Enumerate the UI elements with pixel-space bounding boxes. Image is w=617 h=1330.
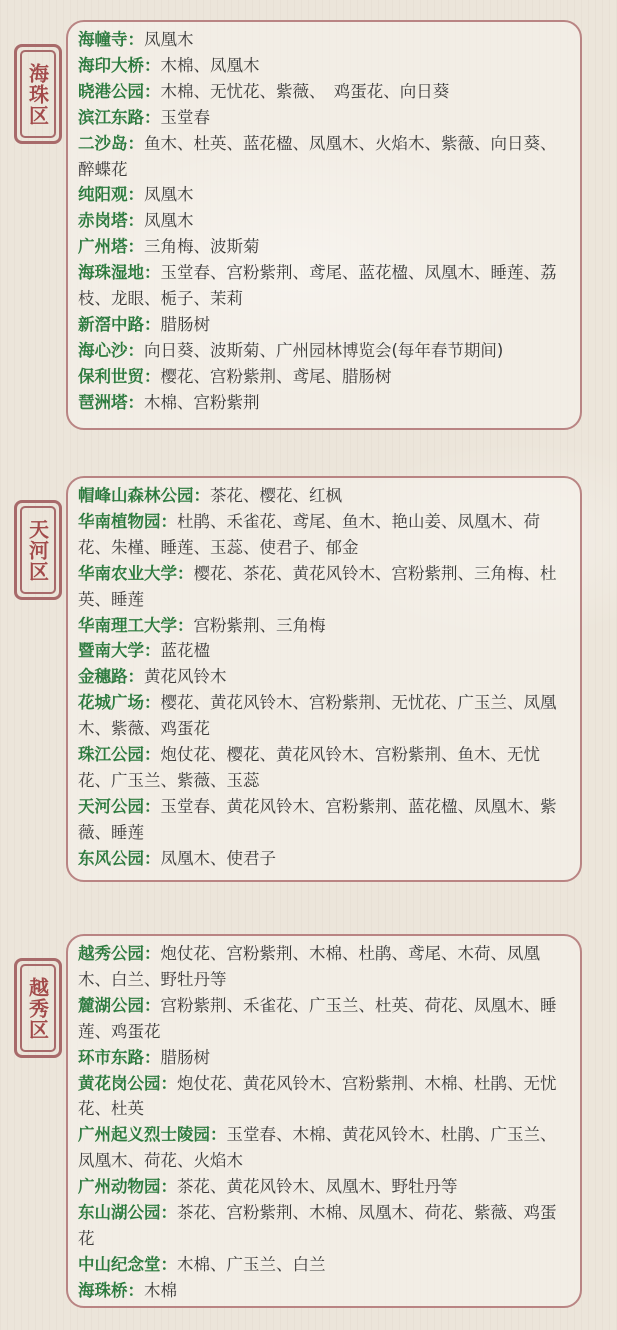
place-name: 华南植物园	[78, 511, 161, 531]
colon: ：	[127, 211, 144, 231]
place-name: 花城广场	[78, 693, 144, 713]
flower-list: 玉堂春、宫粉紫荆、鸢尾、蓝花楹、凤凰木、睡莲、荔枝、龙眼、栀子、茉莉	[78, 263, 557, 309]
list-item	[78, 182, 570, 208]
list-item	[78, 131, 570, 183]
colon: ：	[127, 1280, 144, 1300]
flower-list: 凤凰木	[144, 211, 194, 231]
list-item	[78, 638, 570, 664]
colon: ：	[127, 185, 144, 205]
place-name: 海心沙	[78, 340, 128, 360]
colon: ：	[144, 55, 161, 75]
flower-list: 茶花、黄花风铃木、凤凰木、野牡丹等	[177, 1177, 458, 1197]
colon: ：	[210, 1125, 227, 1145]
district-name: 越秀区	[20, 964, 56, 1052]
list-item	[78, 53, 570, 79]
place-name: 新滘中路	[78, 314, 144, 334]
list-item	[78, 1252, 570, 1278]
place-name: 二沙岛	[78, 133, 128, 153]
colon: ：	[144, 745, 161, 765]
district-badge	[14, 958, 62, 1058]
flower-list: 三角梅、波斯菊	[144, 237, 260, 257]
place-name: 环市东路	[78, 1047, 144, 1067]
colon: ：	[127, 340, 144, 360]
place-name: 海印大桥	[78, 55, 144, 75]
flower-list: 凤凰木	[144, 185, 194, 205]
place-name: 广州动物园	[78, 1177, 161, 1197]
flower-list: 木棉	[144, 1280, 177, 1300]
list-item	[78, 27, 570, 53]
flower-list: 腊肠树	[160, 314, 210, 334]
flower-list: 黄花风铃木	[144, 667, 227, 687]
place-name: 天河公园	[78, 796, 144, 816]
colon: ：	[193, 486, 210, 505]
colon: ：	[160, 1203, 177, 1223]
flower-list: 炮仗花、宫粉紫荆、木棉、杜鹃、鸢尾、木荷、凤凰木、白兰、野牡丹等	[78, 944, 540, 989]
place-name: 麓湖公园	[78, 995, 144, 1015]
list-item	[78, 338, 570, 364]
place-name: 赤岗塔	[78, 211, 128, 231]
list-item	[78, 941, 570, 993]
list-item	[78, 742, 570, 794]
colon: ：	[177, 615, 194, 635]
colon: ：	[177, 563, 194, 583]
list-item	[78, 208, 570, 234]
colon: ：	[144, 366, 161, 386]
flower-list: 木棉、凤凰木	[160, 55, 260, 75]
place-name: 晓港公园	[78, 81, 144, 101]
colon: ：	[144, 314, 161, 334]
flower-list: 木棉、无忧花、紫薇、 鸡蛋花、向日葵	[160, 81, 450, 101]
flower-list: 玉堂春、黄花风铃木、宫粉紫荆、蓝花楹、凤凰木、紫薇、睡莲	[78, 796, 557, 842]
list-item	[78, 690, 570, 742]
flower-list: 腊肠树	[160, 1047, 210, 1067]
flower-list: 宫粉紫荆、三角梅	[193, 615, 326, 635]
flower-list: 向日葵、波斯菊、广州园林博览会(每年春节期间)	[144, 340, 504, 360]
colon: ：	[160, 511, 177, 531]
flower-list: 樱花、黄花风铃木、宫粉紫荆、无忧花、广玉兰、凤凰木、紫薇、鸡蛋花	[78, 693, 557, 739]
flower-list: 木棉、广玉兰、白兰	[177, 1254, 326, 1274]
colon: ：	[144, 107, 161, 127]
list-item	[78, 79, 570, 105]
flower-list: 玉堂春	[160, 107, 210, 127]
colon: ：	[144, 796, 161, 816]
place-name: 暨南大学	[78, 641, 144, 661]
district-badge	[14, 44, 62, 144]
colon: ：	[144, 1047, 161, 1067]
place-name: 中山纪念堂	[78, 1254, 161, 1274]
flower-list: 蓝花楹	[160, 641, 210, 661]
place-name: 广州塔	[78, 237, 128, 257]
colon: ：	[127, 133, 144, 153]
colon: ：	[160, 1254, 177, 1274]
flower-list: 凤凰木	[144, 30, 194, 49]
place-name: 华南理工大学	[78, 615, 177, 635]
place-name: 琶洲塔	[78, 392, 128, 412]
list-item	[78, 105, 570, 131]
place-name: 金穗路	[78, 667, 128, 687]
place-name: 华南农业大学	[78, 563, 177, 583]
colon: ：	[144, 263, 161, 283]
flower-list: 樱花、茶花、黄花风铃木、宫粉紫荆、三角梅、杜英、睡莲	[78, 563, 557, 609]
flower-list: 玉堂春、木棉、黄花风铃木、杜鹃、广玉兰、凤凰木、荷花、火焰木	[78, 1125, 557, 1171]
list-item	[78, 1071, 570, 1123]
flower-list: 杜鹃、禾雀花、鸢尾、鱼木、艳山姜、凤凰木、荷花、朱槿、睡莲、玉蕊、使君子、郁金	[78, 511, 540, 557]
colon: ：	[144, 995, 161, 1015]
place-name: 广州起义烈士陵园	[78, 1125, 210, 1145]
place-name: 滨江东路	[78, 107, 144, 127]
place-name: 纯阳观	[78, 185, 128, 205]
district-card	[66, 476, 582, 882]
place-name: 越秀公园	[78, 944, 144, 963]
list-item	[78, 1174, 570, 1200]
list-item	[78, 260, 570, 312]
flower-list: 鱼木、杜英、蓝花楹、凤凰木、火焰木、紫薇、向日葵、醉蝶花	[78, 133, 557, 179]
district-card	[66, 934, 582, 1308]
list-item	[78, 613, 570, 639]
flower-list: 宫粉紫荆、禾雀花、广玉兰、杜英、荷花、凤凰木、睡莲、鸡蛋花	[78, 995, 557, 1041]
list-item	[78, 561, 570, 613]
list-item	[78, 1278, 570, 1304]
list-item	[78, 993, 570, 1045]
colon: ：	[144, 848, 161, 868]
list-item	[78, 846, 570, 872]
colon: ：	[127, 237, 144, 257]
flower-list: 炮仗花、黄花风铃木、宫粉紫荆、木棉、杜鹃、无忧花、杜英	[78, 1073, 557, 1119]
district-card	[66, 20, 582, 430]
colon: ：	[144, 81, 161, 101]
district-name: 海珠区	[20, 50, 56, 138]
flower-list: 炮仗花、樱花、黄花风铃木、宫粉紫荆、鱼木、无忧花、广玉兰、紫薇、玉蕊	[78, 745, 540, 790]
list-item	[78, 794, 570, 846]
place-name: 东风公园	[78, 848, 144, 868]
place-name: 保利世贸	[78, 366, 144, 386]
list-item	[78, 483, 570, 509]
district-name: 天河区	[20, 506, 56, 594]
place-name: 黄花岗公园	[78, 1073, 161, 1093]
district-badge	[14, 500, 62, 600]
flower-list: 茶花、宫粉紫荆、木棉、凤凰木、荷花、紫薇、鸡蛋花	[78, 1203, 557, 1248]
place-name: 海珠桥	[78, 1280, 128, 1300]
flower-list: 茶花、樱花、红枫	[210, 486, 342, 505]
list-item	[78, 312, 570, 338]
colon: ：	[127, 392, 144, 412]
list-item	[78, 1045, 570, 1071]
list-item	[78, 364, 570, 390]
list-item	[78, 509, 570, 561]
place-name: 海幢寺	[78, 30, 128, 49]
flower-list: 樱花、宫粉紫荆、鸢尾、腊肠树	[160, 366, 392, 386]
list-item	[78, 664, 570, 690]
colon: ：	[127, 667, 144, 687]
place-name: 东山湖公园	[78, 1203, 161, 1223]
colon: ：	[144, 944, 161, 963]
colon: ：	[144, 693, 161, 713]
colon: ：	[160, 1073, 177, 1093]
list-item	[78, 1122, 570, 1174]
place-name: 帽峰山森林公园	[78, 486, 194, 505]
colon: ：	[127, 30, 144, 49]
place-name: 海珠湿地	[78, 263, 144, 283]
list-item	[78, 234, 570, 260]
colon: ：	[160, 1177, 177, 1197]
place-name: 珠江公园	[78, 745, 144, 765]
colon: ：	[144, 641, 161, 661]
flower-list: 凤凰木、使君子	[160, 848, 276, 868]
flower-list: 木棉、宫粉紫荆	[144, 392, 260, 412]
list-item	[78, 1200, 570, 1252]
list-item	[78, 390, 570, 416]
